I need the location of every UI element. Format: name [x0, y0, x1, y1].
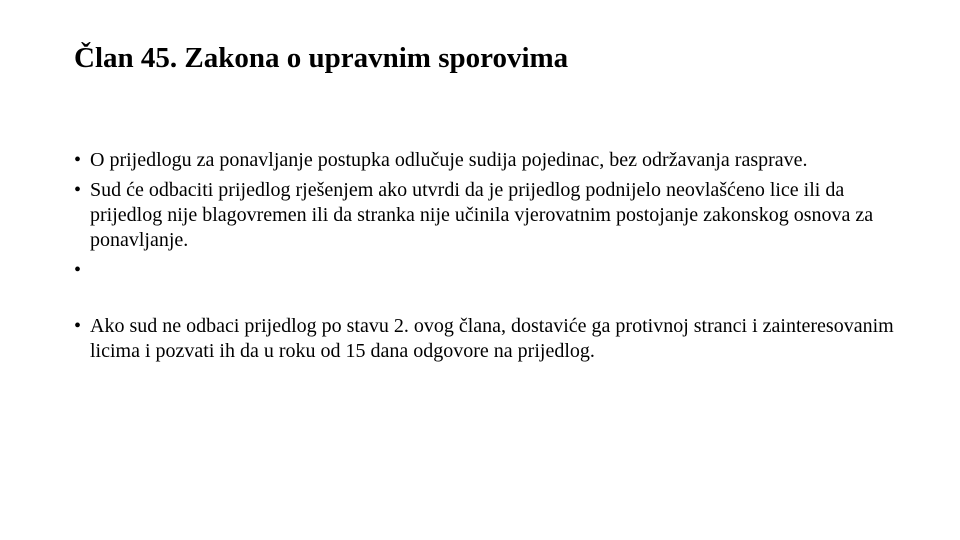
- bullet-item-1: [74, 148, 894, 173]
- bullet-text-1: O prijedlogu za ponavljanje postupka odlučuje sudija pojedinac, bez održavanja rasprave.: [90, 149, 808, 171]
- bullet-marker: •: [74, 149, 82, 171]
- bullet-text-4: Ako sud ne odbaci prijedlog po stavu 2. ovog člana, dostaviće ga protivnoj stranci i zainteresovanim licima i pozvati ih da u roku od 15 dana odgovore na prijedlog.: [90, 315, 894, 362]
- bullet-item-2: [74, 178, 894, 253]
- bullet-marker: •: [74, 315, 82, 337]
- bullet-item-3-empty: [74, 258, 894, 283]
- bullet-list: [74, 148, 894, 369]
- bullet-marker: •: [74, 179, 82, 201]
- bullet-item-4: [74, 314, 894, 364]
- bullet-marker: •: [74, 259, 82, 281]
- bullet-text-2: Sud će odbaciti prijedlog rješenjem ako utvrdi da je prijedlog podnijelo neovlašćeno lice ili da prijedlog nije blagovremen ili da stranka nije učinila vjerovatnim postojanje zakonskog osnova za ponavljanje.: [90, 179, 874, 251]
- slide-title: Član 45. Zakona o upravnim sporovima: [74, 42, 569, 74]
